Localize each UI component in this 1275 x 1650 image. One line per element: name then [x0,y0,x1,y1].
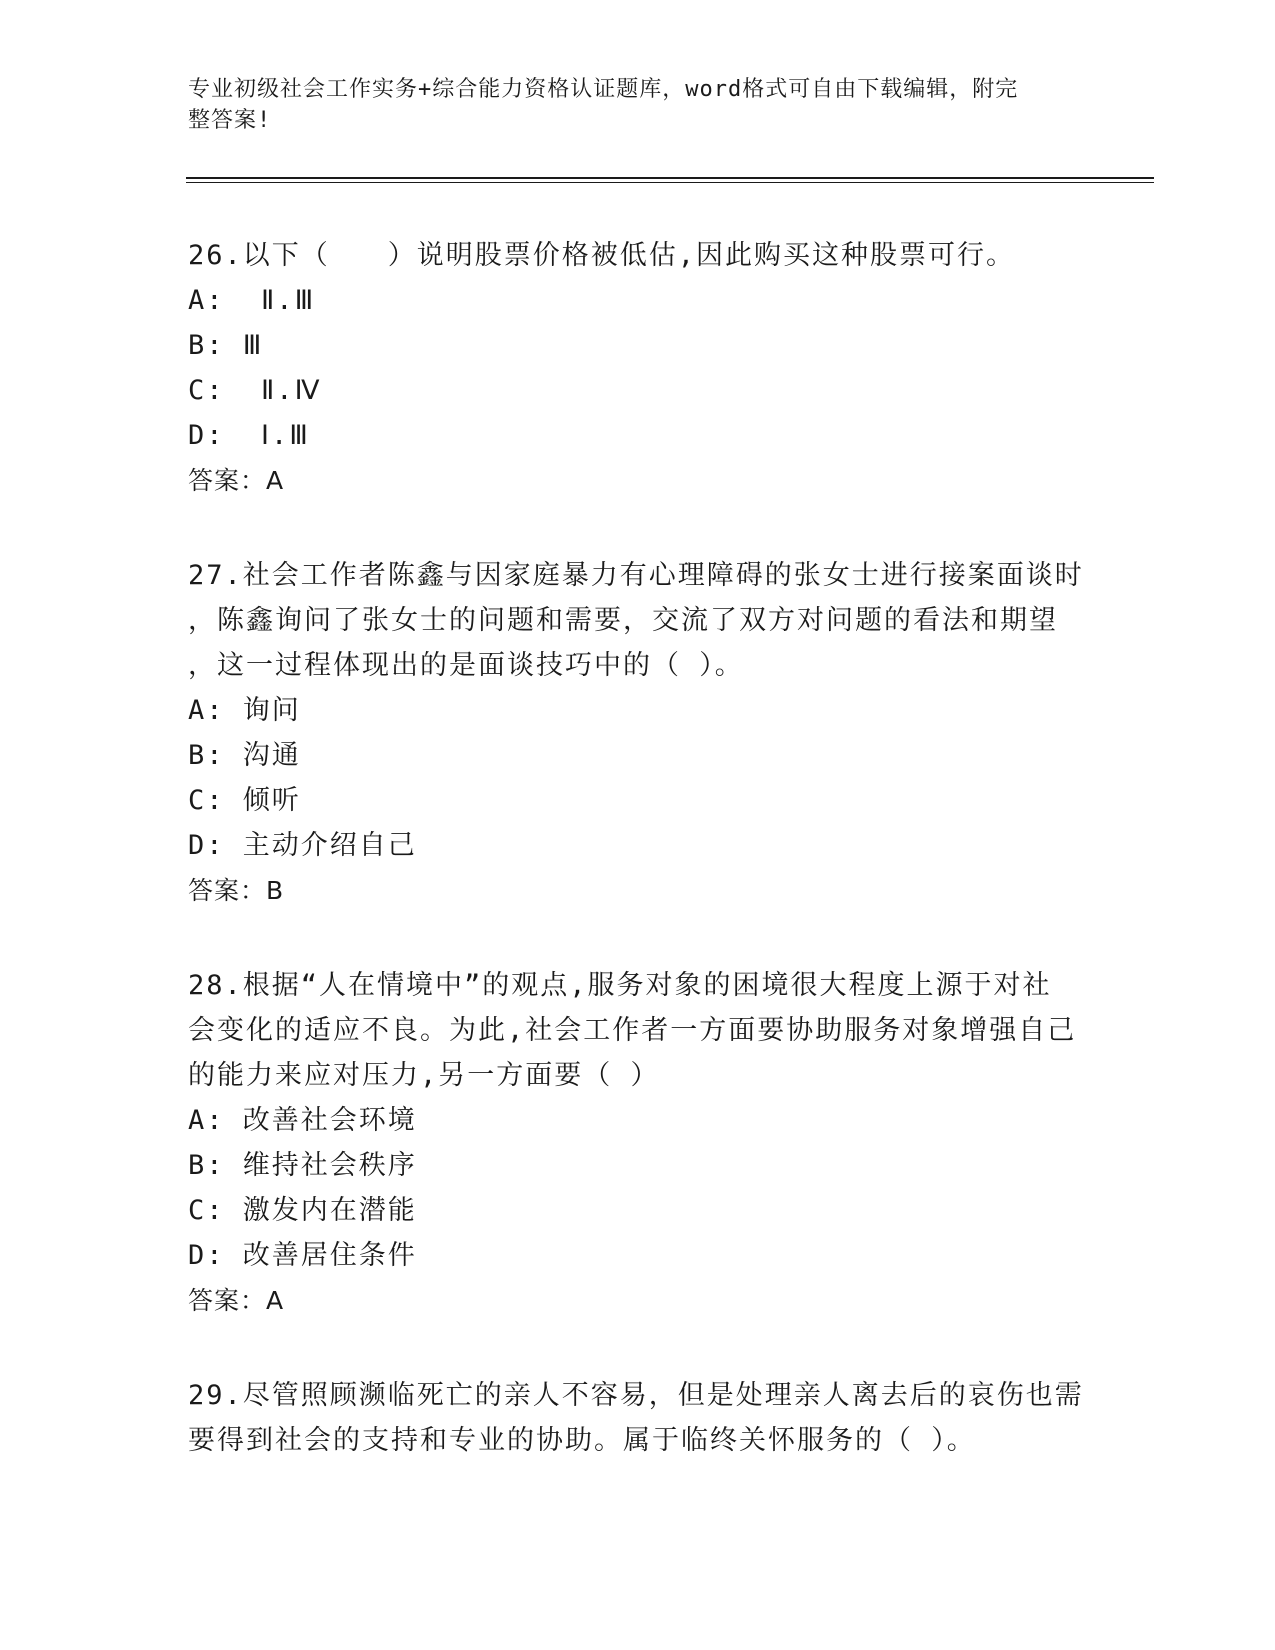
header-divider-top [186,177,1154,179]
option-a: A: Ⅱ.Ⅲ [188,285,316,316]
question-stem-line: 29.尽管照顾濒临死亡的亲人不容易，但是处理亲人离去后的哀伤也需 [188,1380,1084,1411]
option-b: B: 沟通 [188,740,301,771]
option-d: D: 改善居住条件 [188,1240,417,1271]
question-stem-line: 26.以下（ ）说明股票价格被低估,因此购买这种股票可行。 [188,240,1016,271]
option-c: C: 倾听 [188,785,301,816]
option-c: C: Ⅱ.Ⅳ [188,375,322,406]
question-stem-line: 要得到社会的支持和专业的协助。属于临终关怀服务的（ ）。 [188,1425,976,1456]
answer-text: 答案：B [188,876,285,905]
document-header [188,74,1088,136]
header-line-1: 专业初级社会工作实务+综合能力资格认证题库，word格式可自由下载编辑，附完 [188,77,1019,102]
question-list [188,233,1088,1513]
option-d: D: Ⅰ.Ⅲ [188,420,310,451]
question-stem-line: ，这一过程体现出的是面谈技巧中的（ ）。 [188,650,744,681]
option-b: B: 维持社会秩序 [188,1150,417,1181]
header-divider-bottom [186,182,1154,183]
option-a: A: 改善社会环境 [188,1105,417,1136]
option-c: C: 激发内在潜能 [188,1195,417,1226]
question-stem-line: 27.社会工作者陈鑫与因家庭暴力有心理障碍的张女士进行接案面谈时 [188,560,1084,591]
header-line-2: 整答案! [188,108,272,133]
question-stem-line: 的能力来应对压力,另一方面要（ ） [188,1060,660,1091]
question-27 [188,553,1088,913]
option-b: B: Ⅲ [188,330,264,361]
answer-text: 答案：A [188,466,285,495]
question-29 [188,1373,1088,1463]
question-26 [188,233,1088,503]
question-stem-line: ，陈鑫询问了张女士的问题和需要，交流了双方对问题的看法和期望 [188,605,1058,636]
question-stem-line: 会变化的适应不良。为此,社会工作者一方面要协助服务对象增强自己 [188,1015,1077,1046]
option-a: A: 询问 [188,695,301,726]
answer-text: 答案：A [188,1286,285,1315]
question-stem-line: 28.根据“人在情境中”的观点,服务对象的困境很大程度上源于对社 [188,970,1052,1001]
option-d: D: 主动介绍自己 [188,830,417,861]
question-28 [188,963,1088,1323]
